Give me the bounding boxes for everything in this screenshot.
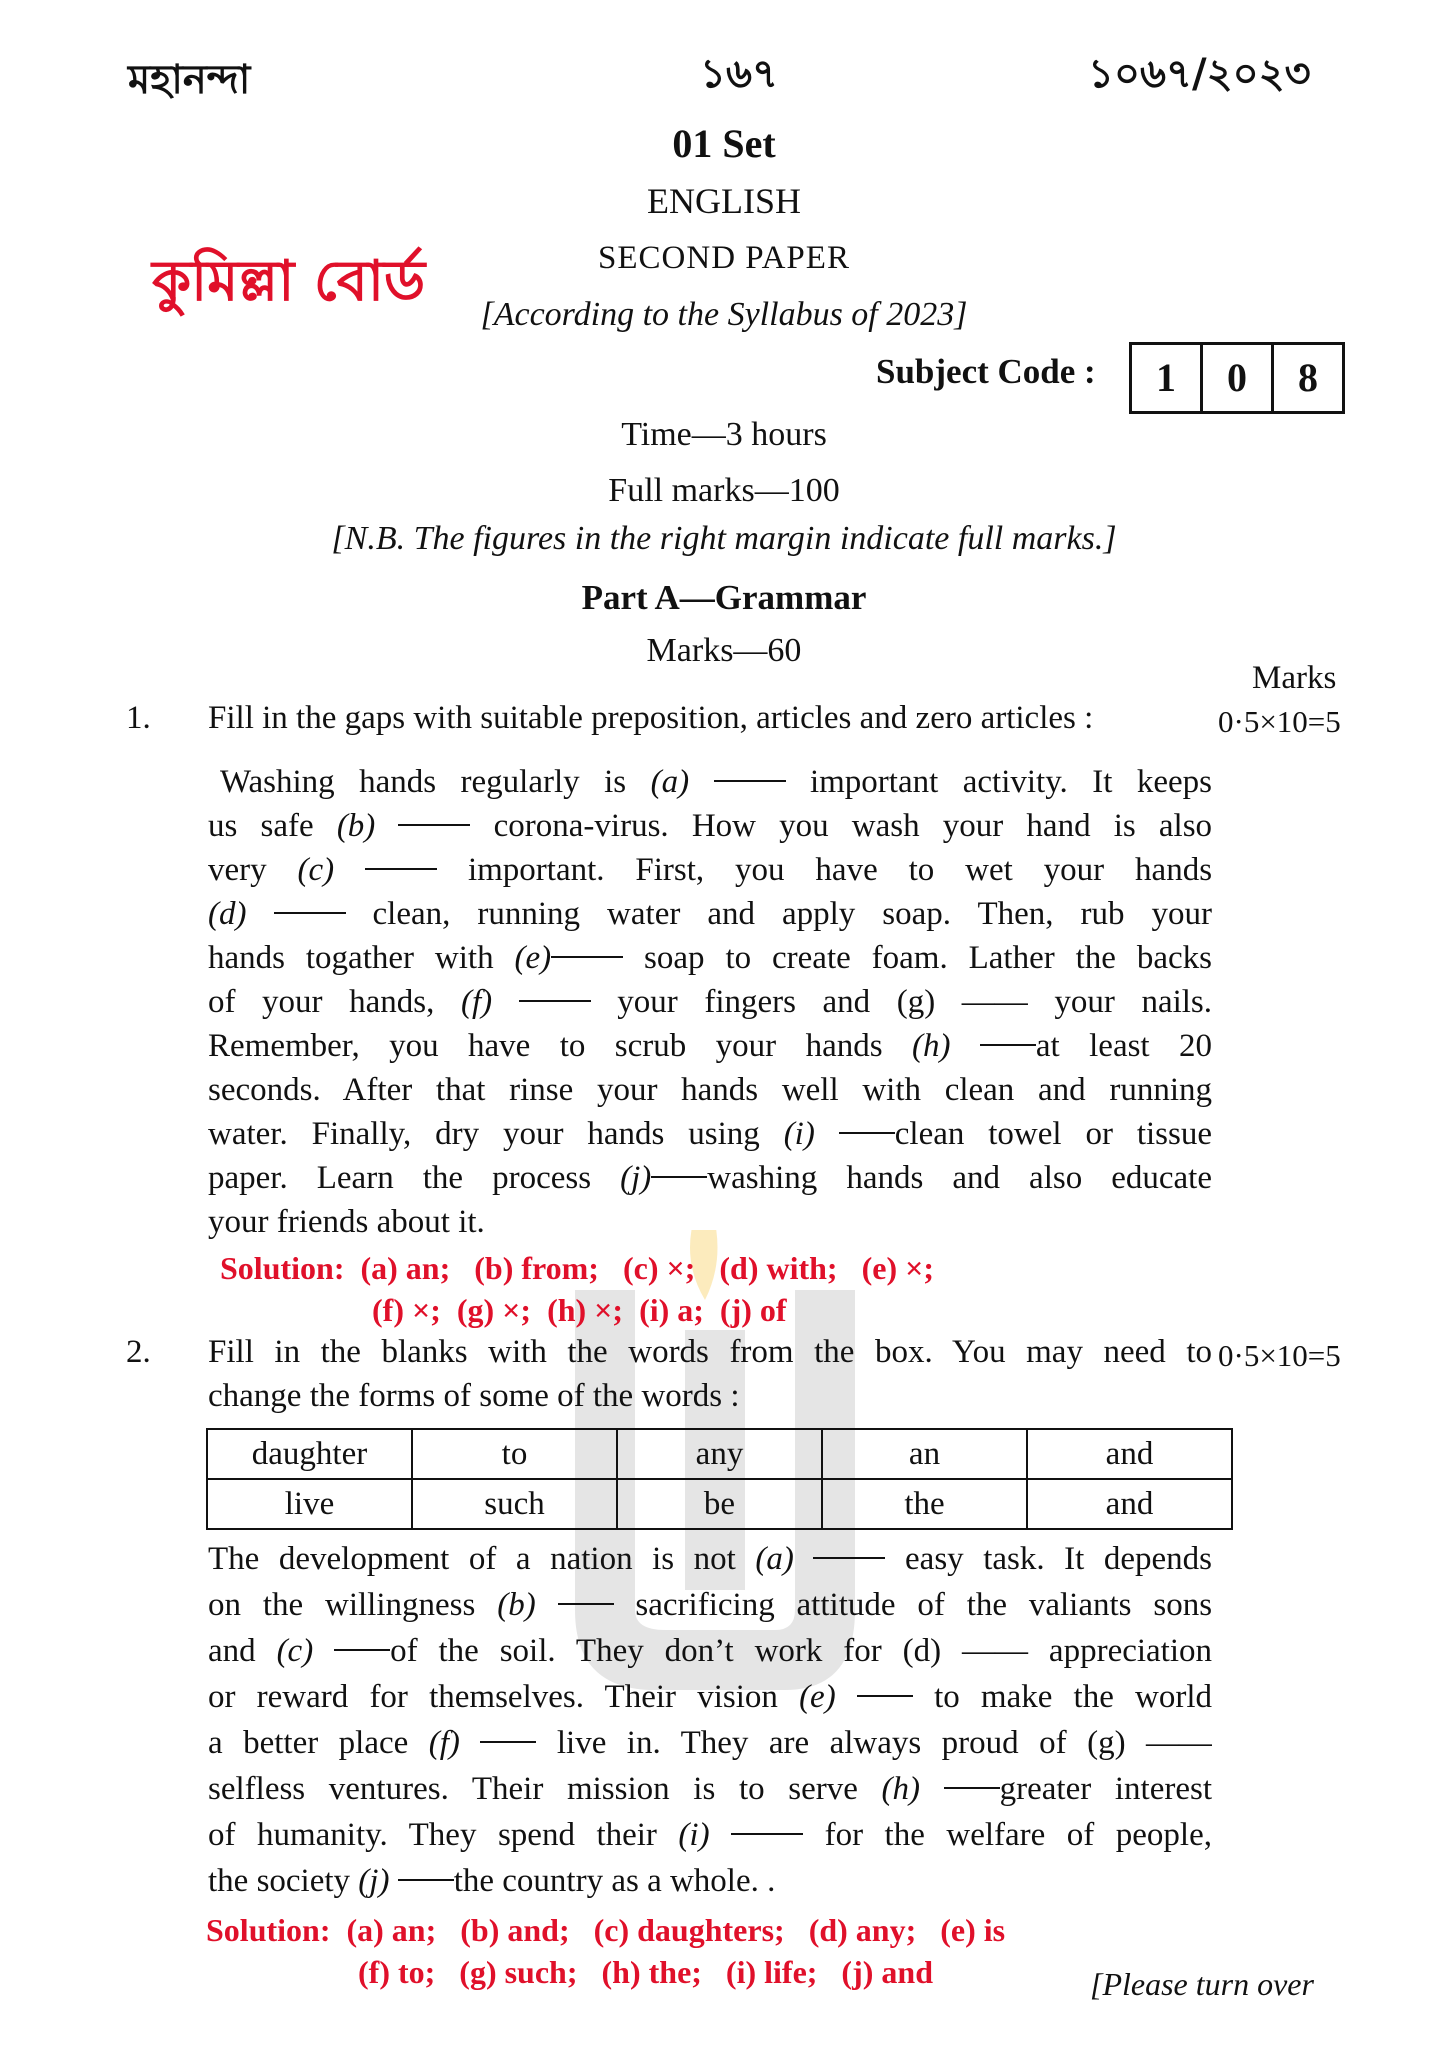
q1-line: us safe (b) corona-virus. How you wash your hand is also (208, 808, 1212, 844)
marks-column-label: Marks (1252, 660, 1337, 696)
word-box-cell: such (412, 1479, 617, 1529)
word-box-cell: and (1027, 1429, 1232, 1479)
board-name: কুমিল্লা বোর্ড (152, 249, 426, 314)
subject-code-digit: 1 (1129, 342, 1203, 414)
turn-over-note: [Please turn over (1090, 1966, 1314, 2002)
word-box (206, 1428, 1233, 1530)
q2-number: 2. (126, 1334, 151, 1370)
q1-passage (208, 760, 1212, 1244)
q1-solution-line1: Solution: (a) an; (b) from; (c) ×; (d) with; (e) ×; (220, 1250, 934, 1286)
subject-code-label: Subject Code : (876, 352, 1096, 391)
q1-instruction: Fill in the gaps with suitable preposition, articles and zero articles : (208, 700, 1094, 736)
q2-instruction-line1: Fill in the blanks with the words from the box. You may need to (208, 1334, 1212, 1370)
q1-line: hands togather with (e) soap to create foam. Lather the backs (208, 940, 1212, 976)
q2-solution-line2: (f) to; (g) such; (h) the; (i) life; (j) and (358, 1954, 933, 1990)
q1-line: of your hands, (f) your fingers and (g) —— your nails. (208, 984, 1212, 1020)
word-box-cell: an (822, 1429, 1027, 1479)
q1-line: water. Finally, dry your hands using (i) clean towel or tissue (208, 1116, 1212, 1152)
q2-line: the society (j) the country as a whole. . (208, 1863, 776, 1899)
word-box-cell: and (1027, 1479, 1232, 1529)
q1-line: Washing hands regularly is (a) important activity. It keeps (220, 764, 1212, 800)
q2-line: selfless ventures. Their mission is to serve (h) greater interest (208, 1771, 1212, 1807)
q1-line: very (c) important. First, you have to wet your hands (208, 852, 1212, 888)
q2-line: and (c) of the soil. They don’t work for (d) —— appreciation (208, 1633, 1212, 1669)
syllabus-note: [According to the Syllabus of 2023] (480, 296, 968, 333)
paper-title: SECOND PAPER (598, 240, 850, 276)
subject-code-digit: 0 (1200, 342, 1274, 414)
word-box-cell: be (617, 1479, 822, 1529)
q1-solution-line2: (f) ×; (g) ×; (h) ×; (i) a; (j) of (372, 1292, 787, 1328)
full-marks: Full marks—100 (608, 472, 840, 509)
q1-number: 1. (126, 700, 151, 736)
subject-title: ENGLISH (647, 181, 801, 221)
q1-line: Remember, you have to scrub your hands (h) at least 20 (208, 1028, 1212, 1064)
q2-marks: 0·5×10=5 (1218, 1338, 1341, 1373)
q1-solution-label: Solution: (220, 1250, 345, 1286)
q1-marks: 0·5×10=5 (1218, 704, 1341, 739)
q2-line: or reward for themselves. Their vision (e) to make the world (208, 1679, 1212, 1715)
word-box-cell: to (412, 1429, 617, 1479)
subject-code-digit: 8 (1271, 342, 1345, 414)
q2-line: of humanity. They spend their (i) for the welfare of people, (208, 1817, 1212, 1853)
q2-instruction-line2: change the forms of some of the words : (208, 1378, 740, 1414)
q1-line: (d) clean, running water and apply soap. Then, rub your (208, 896, 1212, 932)
q1-line: paper. Learn the process (j) washing hands and also educate (208, 1160, 1212, 1196)
header-left-bengali: মহানন্দা (128, 57, 251, 103)
word-box-cell: any (617, 1429, 822, 1479)
q2-passage (208, 1536, 1212, 1904)
word-box-cell: live (207, 1479, 412, 1529)
set-label: 01 Set (672, 121, 776, 166)
exam-time: Time—3 hours (621, 416, 827, 453)
word-box-cell: the (822, 1479, 1027, 1529)
q2-solution-line1: Solution: (a) an; (b) and; (c) daughters; (d) any; (e) is (206, 1912, 1006, 1948)
word-box-row (207, 1479, 1232, 1529)
q2-line: The development of a nation is not (a) easy task. It depends (208, 1541, 1212, 1577)
q1-line: your friends about it. (208, 1204, 485, 1240)
q1-line: seconds. After that rinse your hands well with clean and running (208, 1072, 1212, 1108)
q2-solution-label: Solution: (206, 1912, 331, 1948)
part-title: Part A—Grammar (581, 578, 867, 617)
q2-line: a better place (f) live in. They are always proud of (g) —— (208, 1725, 1212, 1761)
header-code: ১০৬৭/২০২৩ (1088, 51, 1311, 97)
part-marks: Marks—60 (646, 632, 802, 669)
word-box-row (207, 1429, 1232, 1479)
header-page-number: ১৬৭ (700, 51, 778, 97)
nb-note: [N.B. The figures in the right margin indicate full marks.] (331, 520, 1117, 557)
subject-code-box (1132, 342, 1345, 414)
q2-line: on the willingness (b) sacrificing attitude of the valiants sons (208, 1587, 1212, 1623)
word-box-cell: daughter (207, 1429, 412, 1479)
